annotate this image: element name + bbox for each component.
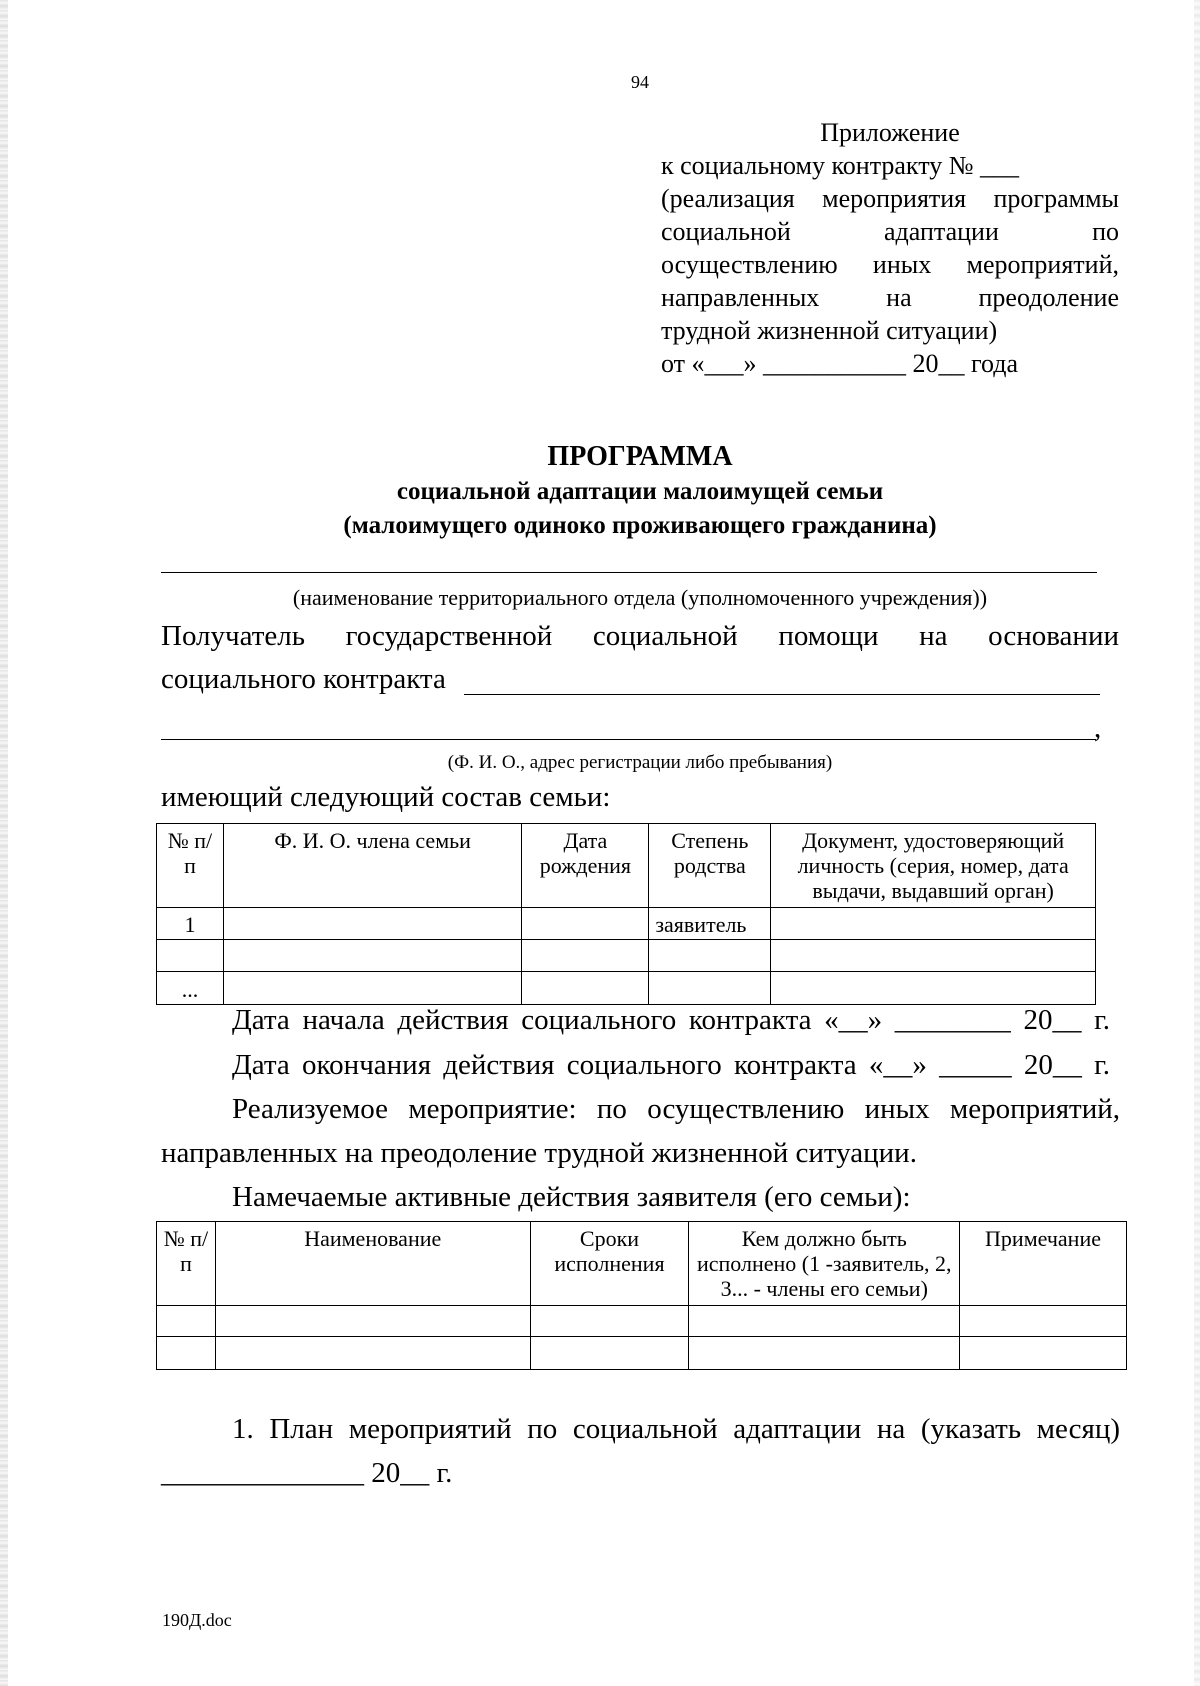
family-intro: имеющий следующий состав семьи:	[161, 781, 611, 813]
table-cell	[530, 1306, 689, 1337]
actions-table	[156, 1221, 1127, 1370]
appendix-line-7: от «___» ___________ 20__ года	[661, 349, 1019, 378]
table-cell	[215, 1337, 530, 1370]
plan-line-1: 1. План мероприятий по социальной адаптации на (указать месяц)	[232, 1413, 1120, 1445]
table-cell	[157, 940, 224, 972]
table-cell	[771, 940, 1096, 972]
table-cell	[223, 972, 521, 1005]
table-cell	[689, 1306, 960, 1337]
program-subtitle-2: (малоимущего одиноко проживающего гражданина)	[343, 512, 937, 539]
actions-header-executor: Кем должно быть исполнено (1 -заявитель, 2, 3... - члены его семьи)	[689, 1222, 960, 1306]
recipient-line-1: Получатель государственной социальной помощи на основании	[161, 620, 1119, 652]
measure-line-1: Реализуемое мероприятие: по осуществлению иных мероприятий,	[232, 1093, 1120, 1125]
table-cell	[522, 908, 649, 940]
appendix-block	[661, 116, 1119, 380]
family-table-header	[157, 824, 1096, 908]
measure-line-2: направленных на преодоление трудной жизненной ситуации.	[161, 1137, 917, 1169]
program-subtitle-1: социальной адаптации малоимущей семьи	[396, 478, 884, 505]
family-header-relation: Степень родства	[649, 824, 771, 908]
table-row	[157, 908, 1096, 940]
table-cell: 1	[157, 908, 224, 940]
territorial-department-line	[161, 572, 1097, 573]
family-header-birthdate: Дата рождения	[522, 824, 649, 908]
table-row	[157, 1337, 1127, 1370]
recipient-comma: ,	[1094, 712, 1102, 744]
table-cell	[157, 1306, 216, 1337]
actions-header-number: № п/п	[157, 1222, 216, 1306]
appendix-title: Приложение	[820, 118, 960, 147]
recipient-blank-line	[161, 739, 1096, 740]
table-cell	[960, 1306, 1127, 1337]
actions-intro: Намечаемые активные действия заявителя (его семьи):	[232, 1181, 911, 1213]
actions-header-note: Примечание	[960, 1222, 1127, 1306]
plan-line-2: ______________ 20__ г.	[161, 1457, 453, 1489]
table-cell: ...	[157, 972, 224, 1005]
table-cell: заявитель	[649, 908, 771, 940]
table-cell	[522, 972, 649, 1005]
recipient-caption: (Ф. И. О., адрес регистрации либо пребывания)	[447, 752, 833, 773]
family-table	[156, 823, 1096, 1005]
appendix-line-4: осуществлению иных мероприятий,	[661, 250, 1119, 279]
table-cell	[530, 1337, 689, 1370]
scan-edge-right	[1194, 0, 1200, 1686]
table-cell	[771, 908, 1096, 940]
table-row	[157, 1306, 1127, 1337]
table-row	[157, 940, 1096, 972]
appendix-line-3: социальной адаптации по	[661, 217, 1119, 246]
territorial-department-caption: (наименование территориального отдела (уполномоченного учреждения))	[292, 585, 988, 610]
footer-filename: 190Д.doc	[162, 1610, 232, 1630]
table-row	[157, 972, 1096, 1005]
table-cell	[771, 972, 1096, 1005]
table-cell	[960, 1337, 1127, 1370]
appendix-line-1: к социальному контракту № ___	[661, 151, 1020, 180]
appendix-line-5: направленных на преодоление	[661, 283, 1119, 312]
table-cell	[223, 908, 521, 940]
contract-start-date: Дата начала действия социального контракта «__» ________ 20__ г.	[232, 1004, 1110, 1036]
recipient-line-2: социального контракта	[161, 663, 446, 695]
actions-header-name: Наименование	[215, 1222, 530, 1306]
contract-end-date: Дата окончания действия социального контракта «__» _____ 20__ г.	[232, 1049, 1110, 1081]
table-cell	[649, 972, 771, 1005]
family-header-name: Ф. И. О. члена семьи	[223, 824, 521, 908]
table-cell	[649, 940, 771, 972]
family-header-number: № п/п	[157, 824, 224, 908]
appendix-line-2: (реализация мероприятия программы	[661, 184, 1119, 213]
appendix-line-6: трудной жизненной ситуации)	[661, 316, 998, 345]
table-cell	[522, 940, 649, 972]
page-number: 94	[631, 72, 649, 92]
contract-blank-line	[464, 694, 1100, 695]
program-title: ПРОГРАММА	[547, 441, 733, 472]
actions-header-deadline: Сроки исполнения	[530, 1222, 689, 1306]
table-cell	[215, 1306, 530, 1337]
table-cell	[223, 940, 521, 972]
table-cell	[157, 1337, 216, 1370]
scan-edge-left	[0, 0, 8, 1686]
table-cell	[689, 1337, 960, 1370]
family-header-document: Документ, удостоверяющий личность (серия, номер, дата выдачи, выдавший орган)	[771, 824, 1096, 908]
actions-table-header	[157, 1222, 1127, 1306]
